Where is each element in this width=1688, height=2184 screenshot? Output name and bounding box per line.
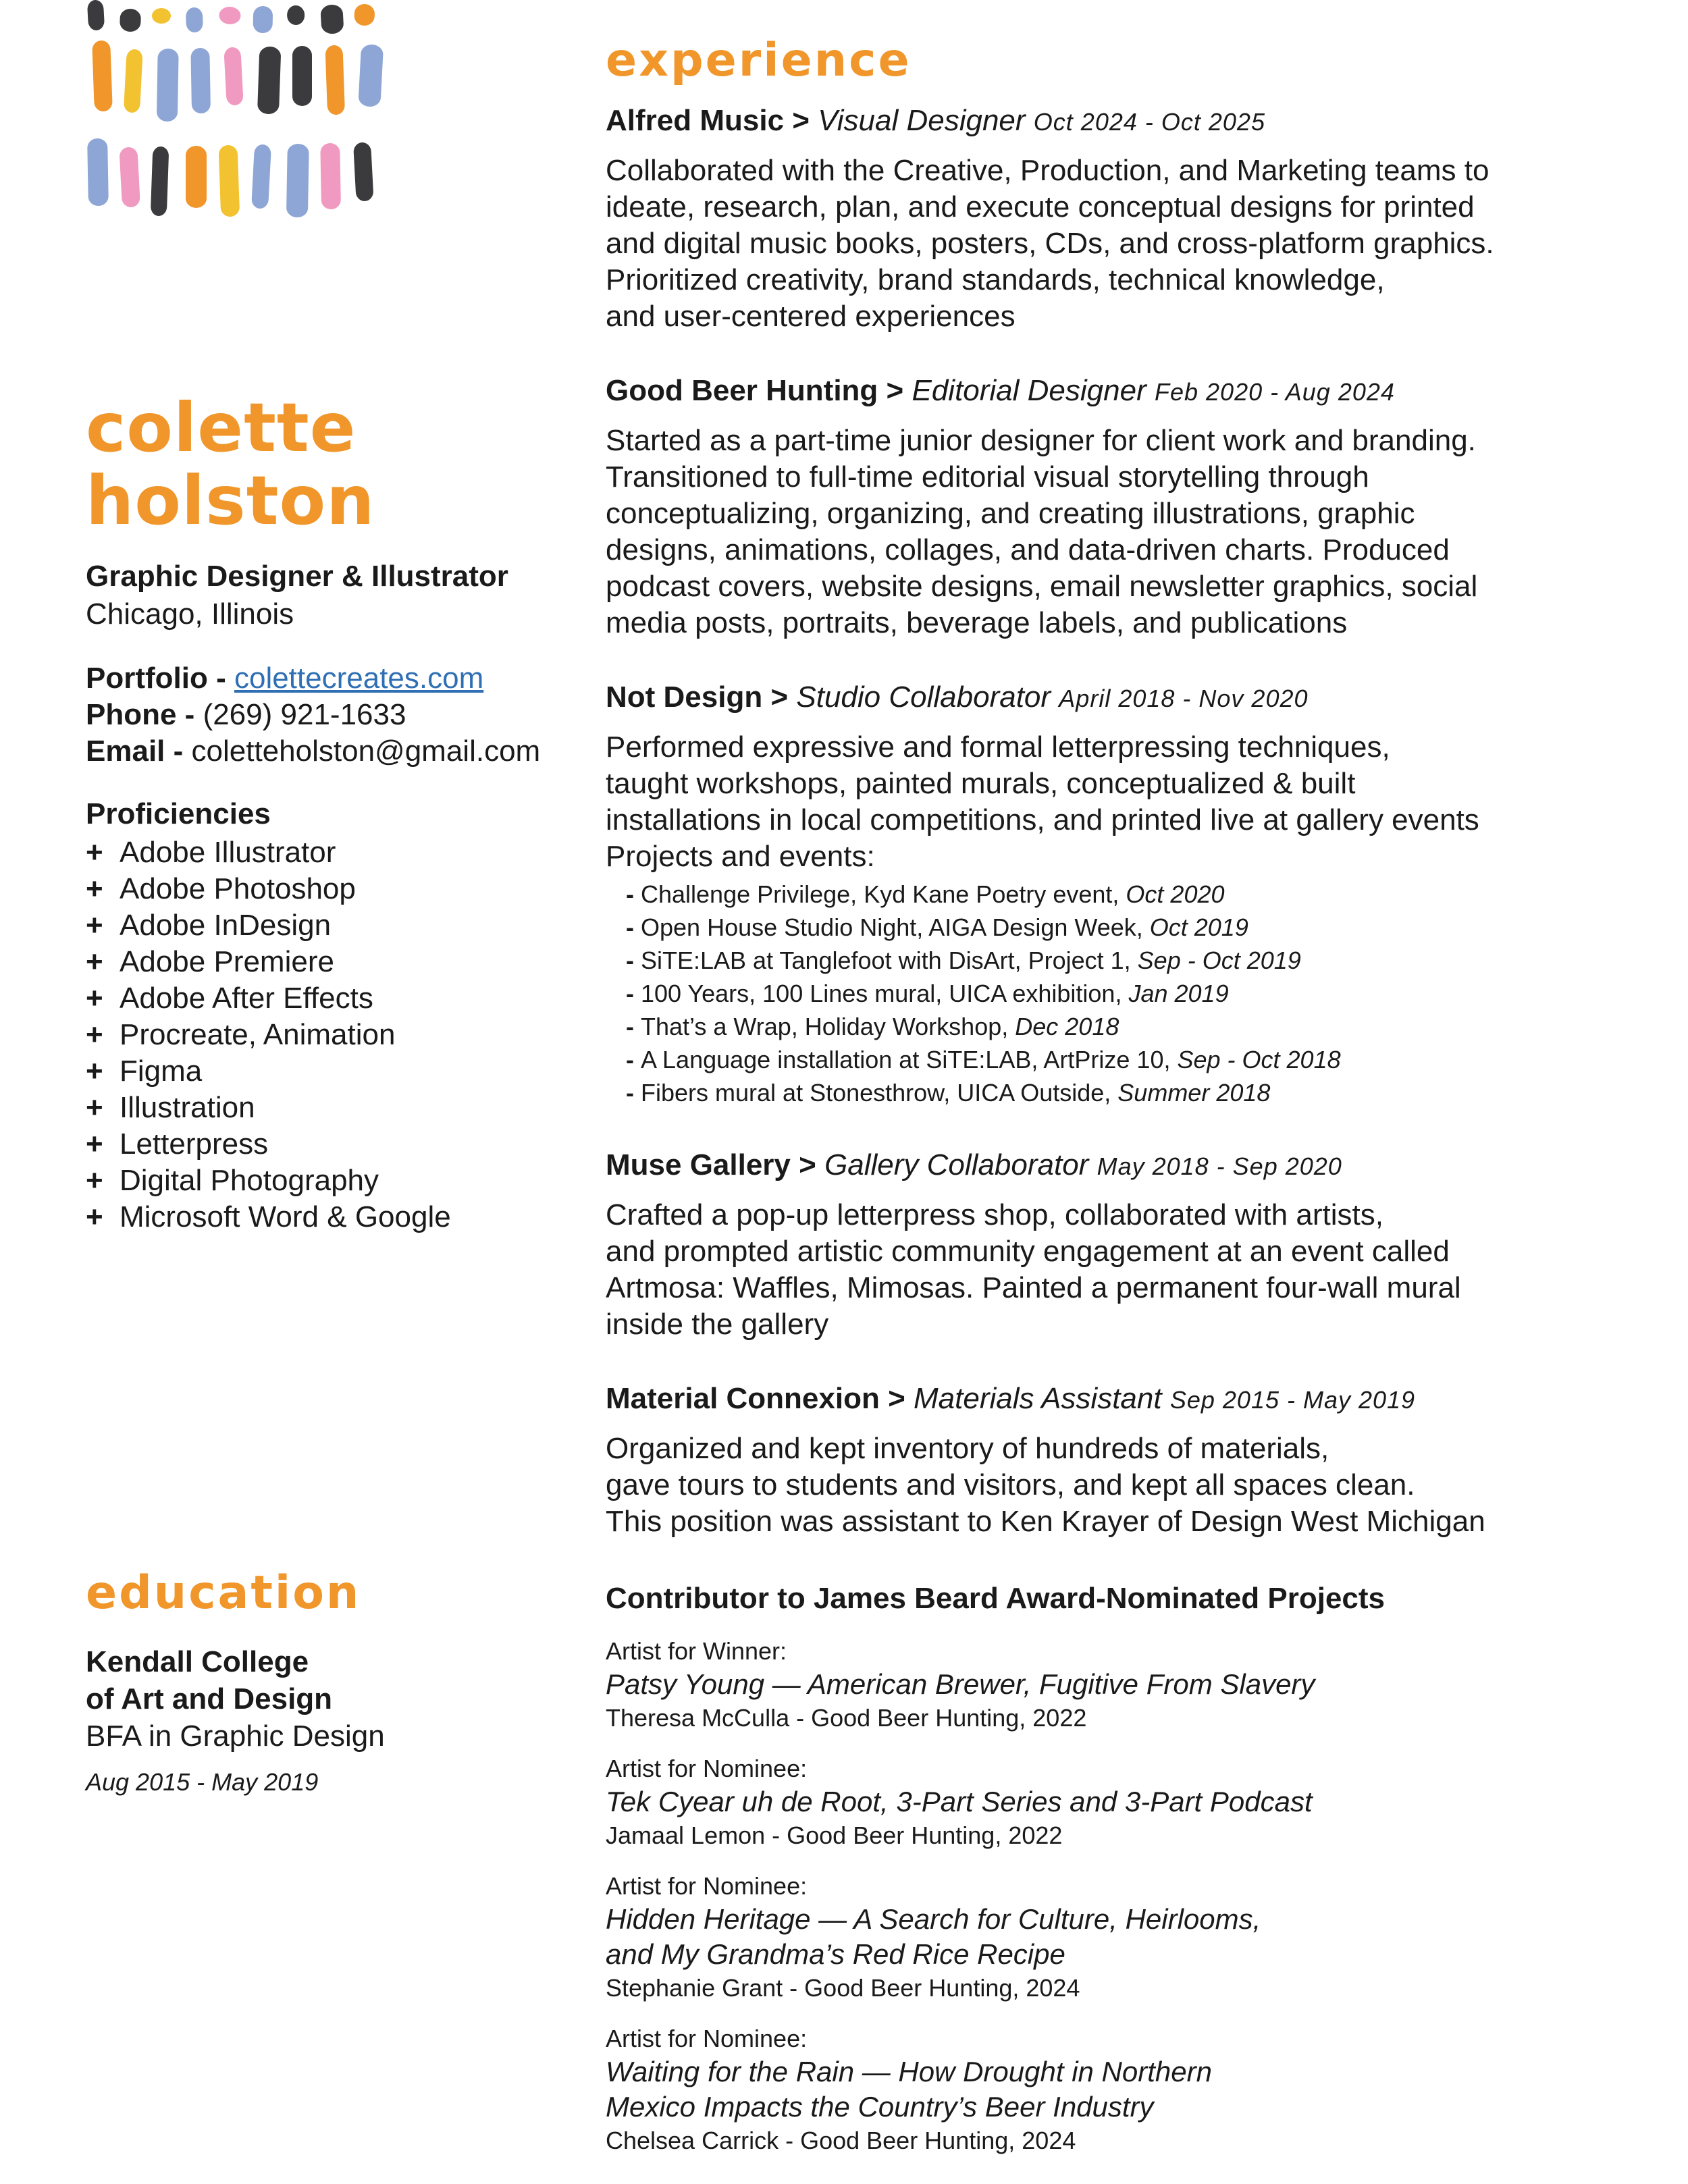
award-label: Artist for Winner: [606,1637,787,1665]
event-date: Sep - Oct 2018 [1177,1046,1341,1073]
proficiency-item [86,1199,572,1235]
brush-stroke [320,143,341,209]
contributions-title: Contributor to James Beard Award-Nominated Projects [606,1582,1385,1615]
job-dates: May 2018 - Sep 2020 [1097,1152,1342,1180]
proficiency-item [86,1053,572,1090]
dash-bullet: - [626,980,634,1007]
award-credit: Jamaal Lemon - Good Beer Hunting, 2022 [606,1821,1063,1849]
brush-stroke [223,47,243,105]
phone-value: (269) 921-1633 [203,698,406,731]
job-company: Alfred Music > [606,104,810,137]
plus-icon: + [86,1164,103,1197]
proficiency-item [86,944,572,980]
job-header [606,1147,1659,1185]
brush-stroke [251,144,271,209]
brush-stroke [253,6,273,34]
job-description [606,1431,1659,1540]
plus-icon: + [86,836,103,869]
event-name: 100 Years, 100 Lines mural, UICA exhibition, [641,980,1129,1007]
job-header [606,679,1659,717]
plus-icon: + [86,909,103,942]
event-date: Sep - Oct 2019 [1137,947,1301,974]
brush-stroke [151,147,169,217]
job-description [606,729,1659,875]
description-line: podcast covers, website designs, email newsletter graphics, social [606,570,1478,603]
job-company: Good Beer Hunting > [606,374,904,407]
phone-row [86,697,572,733]
brush-stroke [186,7,203,33]
proficiency-item [86,1017,572,1053]
event-item [626,1043,1659,1076]
portfolio-link[interactable]: colettecreates.com [234,662,484,695]
job-company: Material Connexion > [606,1382,905,1415]
award-work-title: Hidden Heritage — A Search for Culture, Heirlooms, [606,1903,1261,1935]
brush-stroke [124,49,143,113]
event-item [626,878,1659,911]
event-name: That’s a Wrap, Holiday Workshop, [641,1013,1016,1040]
education-title: education [86,1566,361,1620]
first-name: colette [86,388,357,467]
award-work-title: Patsy Young — American Brewer, Fugitive From Slavery [606,1668,1315,1700]
proficiency-label: Digital Photography [120,1164,379,1197]
job-entry [606,679,1659,1109]
job-company: Not Design > [606,681,789,714]
award-work-title: Waiting for the Rain — How Drought in Northern [606,2056,1212,2087]
award-credit: Theresa McCulla - Good Beer Hunting, 2022 [606,1704,1087,1732]
job-role: Graphic Designer & Illustrator [86,560,508,593]
email-row [86,733,572,770]
plus-icon: + [86,1018,103,1051]
event-name: Open House Studio Night, AIGA Design Week, [641,913,1150,941]
award-work-title: and My Grandma’s Red Rice Recipe [606,1938,1065,1970]
education-dates: Aug 2015 - May 2019 [86,1768,319,1796]
description-line: taught workshops, painted murals, conceptualized & built [606,767,1356,800]
dash-bullet: - [626,880,634,908]
award-entry [606,1753,1659,1852]
description-line: inside the gallery [606,1308,829,1341]
description-line: Performed expressive and formal letterpressing techniques, [606,730,1390,764]
contact-info [86,660,572,770]
award-entry [606,1871,1659,2004]
email-label: Email - [86,735,184,768]
award-entry [606,2023,1659,2157]
proficiency-item [86,1163,572,1199]
event-name: A Language installation at SiTE:LAB, ArtPrize 10, [641,1046,1178,1073]
award-credit: Stephanie Grant - Good Beer Hunting, 2024 [606,1974,1080,2002]
job-dates: April 2018 - Nov 2020 [1059,685,1309,712]
portfolio-row [86,660,572,697]
dash-bullet: - [626,1046,634,1073]
dash-bullet: - [626,1079,634,1107]
brush-stroke [190,48,211,113]
event-item [626,911,1659,944]
description-line: and user-centered experiences [606,300,1016,333]
event-name: SiTE:LAB at Tanglefoot with DisArt, Project 1, [641,947,1138,974]
brush-stroke [320,4,344,34]
plus-icon: + [86,945,103,978]
event-date: Oct 2020 [1126,880,1225,908]
job-entry [606,1147,1659,1343]
email-value: coletteholston@gmail.com [191,735,541,768]
award-credit: Chelsea Carrick - Good Beer Hunting, 2024 [606,2127,1076,2154]
event-item [626,1010,1659,1043]
degree: BFA in Graphic Design [86,1720,385,1753]
proficiency-item [86,834,572,871]
event-date: Summer 2018 [1117,1079,1271,1107]
brush-stroke [286,144,309,218]
job-entry [606,373,1659,641]
proficiency-label: Adobe Premiere [120,945,334,978]
description-line: designs, animations, collages, and data-driven charts. Produced [606,533,1450,566]
plus-icon: + [86,872,103,905]
description-line: conceptualizing, organizing, and creating illustrations, graphic [606,497,1415,530]
proficiency-item [86,871,572,907]
job-description [606,153,1659,335]
award-entry [606,1636,1659,1734]
proficiency-label: Letterpress [120,1127,269,1161]
brush-stroke [186,146,207,208]
proficiency-item [86,1126,572,1163]
last-name: holston [86,461,375,540]
description-line: Organized and kept inventory of hundreds of materials, [606,1432,1329,1465]
brush-stroke [87,138,109,207]
proficiencies-list [86,834,572,1235]
brush-stroke [354,3,375,26]
proficiency-item [86,907,572,944]
brush-stroke [358,44,384,107]
brush-stroke [87,0,105,31]
brush-stroke [152,8,171,24]
job-header [606,373,1659,410]
description-line: installations in local competitions, and printed live at gallery events [606,803,1479,836]
award-work-title: Tek Cyear uh de Root, 3-Part Series and 3-Part Podcast [606,1786,1313,1817]
proficiency-label: Procreate, Animation [120,1018,396,1051]
proficiency-item [86,1090,572,1126]
plus-icon: + [86,1091,103,1124]
school-name [86,1643,572,1717]
description-line: Collaborated with the Creative, Production, and Marketing teams to [606,154,1489,187]
description-line: Projects and events: [606,840,875,873]
job-entry [606,1381,1659,1540]
job-description [606,1197,1659,1343]
job-dates: Feb 2020 - Aug 2024 [1154,378,1395,406]
school-line-2: of Art and Design [86,1682,333,1715]
education-section [86,1566,572,1796]
proficiency-label: Adobe Illustrator [120,836,336,869]
job-title: Editorial Designer [912,374,1146,407]
brush-stroke [157,49,179,122]
events-list [606,878,1659,1109]
description-line: Crafted a pop-up letterpress shop, collaborated with artists, [606,1198,1383,1231]
description-line: Transitioned to full-time editorial visual storytelling through [606,460,1369,494]
brush-strokes-decoration [0,0,419,230]
brush-stroke [120,8,141,32]
brush-stroke [219,6,241,25]
event-date: Dec 2018 [1015,1013,1119,1040]
proficiency-label: Adobe InDesign [120,909,332,942]
proficiency-label: Figma [120,1055,203,1088]
brush-stroke [287,5,305,25]
plus-icon: + [86,1127,103,1161]
description-line: This position was assistant to Ken Krayer of Design West Michigan [606,1505,1485,1538]
award-label: Artist for Nominee: [606,1872,808,1900]
award-work-title: Mexico Impacts the Country’s Beer Industry [606,2091,1154,2123]
portfolio-label: Portfolio - [86,662,226,695]
school-line-1: Kendall College [86,1645,309,1678]
plus-icon: + [86,1200,103,1233]
contributions-list [606,1636,1659,2157]
job-title: Visual Designer [818,104,1026,137]
plus-icon: + [86,1055,103,1088]
proficiency-item [86,980,572,1017]
brush-stroke [219,145,240,217]
location: Chicago, Illinois [86,597,294,631]
job-header [606,1381,1659,1418]
phone-label: Phone - [86,698,195,731]
dash-bullet: - [626,947,634,974]
job-description [606,423,1659,641]
description-line: media posts, portraits, beverage labels, and publications [606,606,1348,639]
event-name: Fibers mural at Stonesthrow, UICA Outside, [641,1079,1118,1107]
description-line: gave tours to students and visitors, and kept all spaces clean. [606,1468,1415,1501]
experience-title: experience [606,34,912,87]
brush-stroke [325,45,345,115]
job-title: Materials Assistant [914,1382,1162,1415]
proficiency-label: Adobe After Effects [120,982,373,1015]
description-line: and prompted artistic community engagement at an event called [606,1235,1450,1268]
job-title: Gallery Collaborator [824,1148,1089,1181]
description-line: Prioritized creativity, brand standards, technical knowledge, [606,263,1385,296]
job-entry [606,103,1659,335]
brush-stroke [292,46,312,106]
event-item [626,977,1659,1010]
event-date: Oct 2019 [1149,913,1248,941]
proficiency-label: Adobe Photoshop [120,872,356,905]
description-line: Started as a part-time junior designer for client work and branding. [606,424,1476,457]
plus-icon: + [86,982,103,1015]
award-label: Artist for Nominee: [606,2025,808,2052]
brush-stroke [92,41,113,112]
job-header [606,103,1659,140]
event-item [626,1076,1659,1109]
event-name: Challenge Privilege, Kyd Kane Poetry event, [641,880,1126,908]
experience-section [606,34,1659,2157]
event-date: Jan 2019 [1128,980,1229,1007]
profile-header [86,388,572,1235]
job-list [606,103,1659,1540]
job-title: Studio Collaborator [796,681,1051,714]
description-line: ideate, research, plan, and execute conceptual designs for printed [606,190,1475,223]
brush-stroke [353,142,374,201]
proficiencies-title: Proficiencies [86,797,271,830]
brush-stroke [257,46,281,114]
award-label: Artist for Nominee: [606,1755,808,1782]
job-company: Muse Gallery > [606,1148,816,1181]
job-dates: Sep 2015 - May 2019 [1169,1386,1416,1414]
brush-stroke [119,147,140,207]
proficiency-label: Microsoft Word & Google [120,1200,451,1233]
dash-bullet: - [626,913,634,941]
event-item [626,944,1659,977]
description-line: and digital music books, posters, CDs, and cross-platform graphics. [606,227,1494,260]
job-dates: Oct 2024 - Oct 2025 [1033,108,1265,136]
proficiency-label: Illustration [120,1091,255,1124]
description-line: Artmosa: Waffles, Mimosas. Painted a permanent four-wall mural [606,1271,1461,1304]
dash-bullet: - [626,1013,634,1040]
